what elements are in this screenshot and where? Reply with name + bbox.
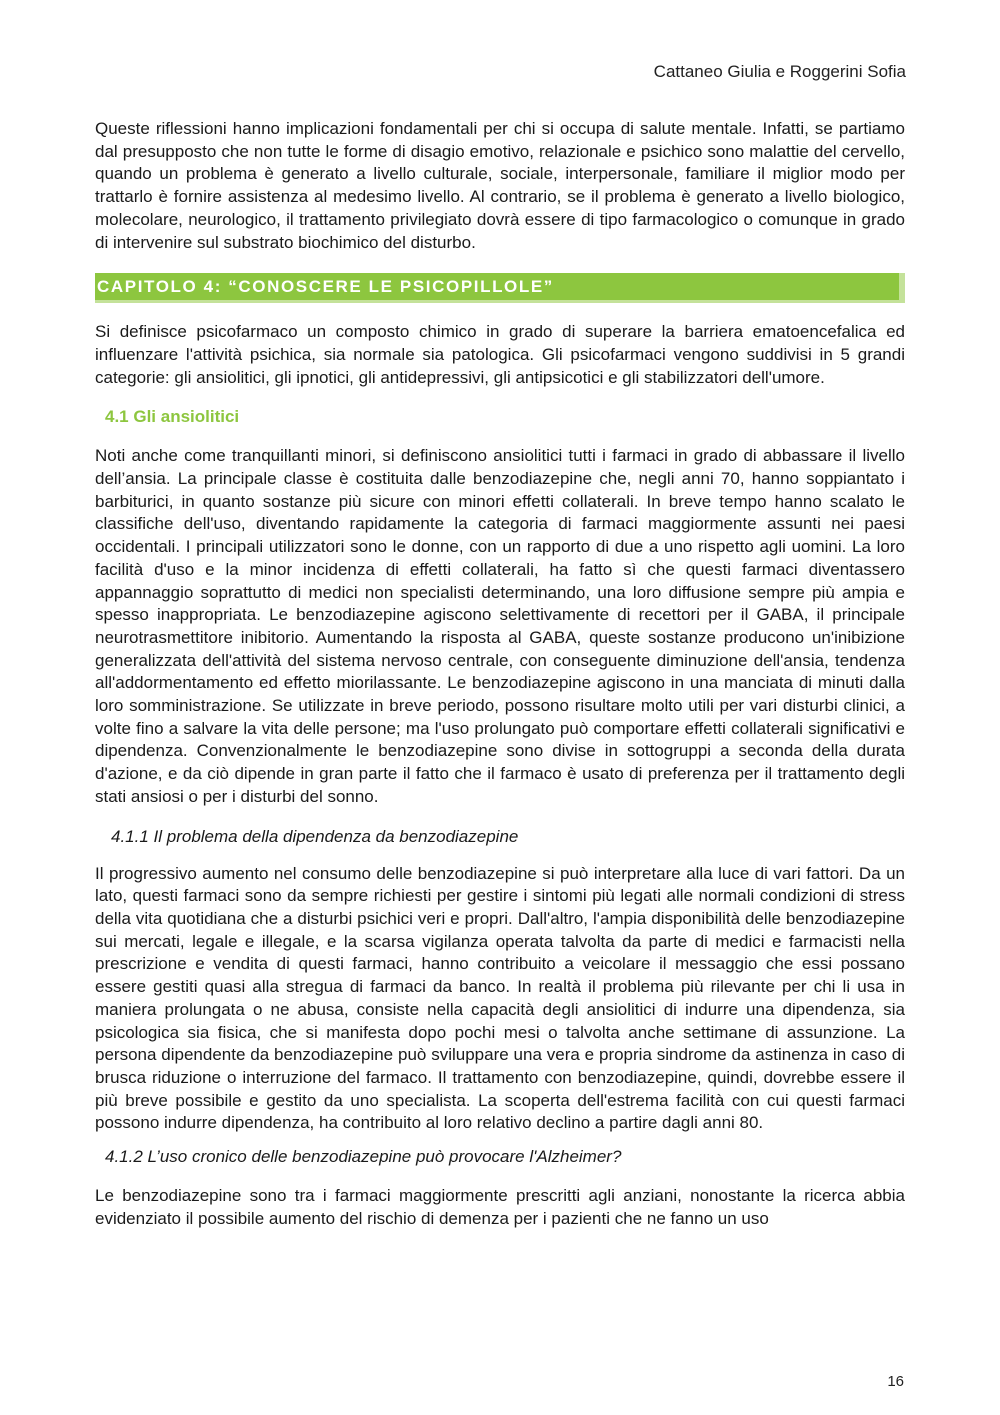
chapter-intro-paragraph: Si definisce psicofarmaco un composto chimico in grado di superare la barriera ematoencefalica ed influenzare l'attività psichica, sia normale sia patologica. Gli psicofarmaci vengono suddivisi in 5 grandi categorie: gli ansiolitici, gli ipnotici, gli antidepressivi, gli antipsicotici e gli stabilizzatori dell'umore.: [95, 322, 905, 387]
section-4-1-1-paragraph: Il progressivo aumento nel consumo delle benzodiazepine si può interpretare alla luce di vari fattori. Da un lato, questi farmaci sono da sempre richiesti per gestire i sintomi più legati alle normali condizioni di stress della vita quotidiana che a disturbi psichici veri e propri. Dall'altro, l'ampia disponibilità delle benzodiazepine sui mercati, legale e illegale, e la scarsa vigilanza operata talvolta da parte di medici e farmacisti nella prescrizione e vendita di questi farmaci, hanno contribuito a veicolare il messaggio che essi possano essere gestiti quasi alla stregua di farmaci da banco. In realtà il problema più rilevante per chi li usa in maniera prolungata o ne abusa, consiste nella capacità degli ansiolitici di indurre una dipendenza, sia psicologica sia fisica, che si manifesta dopo pochi mesi o talvolta anche settimane di assunzione. La persona dipendente da benzodiazepine può sviluppare una vera e propria sindrome da astinenza in caso di brusca riduzione o interruzione del farmaco. Il trattamento con benzodiazepine, quindi, dovrebbe essere il più breve possibile e gestito da uno specialista. La scoperta dell'estrema facilità con cui questi farmaci possono indurre dipendenza, ha contribuito al loro relativo declino a partire dagli anni 80.: [95, 863, 905, 1133]
section-title-4-1: 4.1 Gli ansiolitici: [105, 407, 240, 427]
section-4-1-paragraph: Noti anche come tranquillanti minori, si definiscono ansiolitici tutti i farmaci in grado di abbassare il livello dell’ansia. La principale classe è costituita dalle benzodiazepine che, negli anni 70, hanno soppiantato i barbiturici, in quanto sostanze più sicure con minori effetti collaterali. In breve tempo hanno scalato le classifiche dell'uso, diventando rapidamente la categoria di farmaci maggiormente assunti nei paesi occidentali. I principali utilizzatori sono le donne, con un rapporto di due a uno rispetto agli uomini. La loro facilità d'uso e la minor incidenza di effetti collaterali, ha fatto sì che questi farmaci diventassero appannaggio soprattutto di medici non specialisti determinando, una loro diffusione sempre più ampia e spesso inappropriata. Le benzodiazepine agiscono selettivamente di recettori per il GABA, il principale neurotrasmettitore inibitorio. Aumentando la risposta al GABA, queste sostanze producono un'inibizione generalizzata dell'attività del sistema nervoso centrale, con conseguente diminuzione dell'ansia, tendenza all'addormentamento ed effetto miorilassante. Le benzodiazepine agiscono in una manciata di minuti dalla loro somministrazione. Se utilizzate in breve periodo, possono risultare molto utili per vari disturbi clinici, a volte fino a salvare la vita delle persone; ma l'uso prolungato può comportare effetti collaterali significativi e dipendenza. Convenzionalmente le benzodiazepine sono divise in sottogruppi a seconda della durata d'azione, e da ciò dipende in gran parte il fatto che il farmaco è usato di preferenza per il trattamento degli stati ansiosi o per i disturbi del sonno.: [95, 446, 905, 806]
section-4-1-2-paragraph: Le benzodiazepine sono tra i farmaci maggiormente prescritti agli anziani, nonostante la ricerca abbia evidenziato il possibile aumento del rischio di demenza per i pazienti che ne fanno un uso: [95, 1186, 905, 1228]
subsection-title-4-1-2: 4.1.2 L’uso cronico delle benzodiazepine può provocare l'Alzheimer?: [105, 1147, 622, 1167]
chapter-title: CAPITOLO 4: “CONOSCERE LE PSICOPILLOLE”: [97, 276, 554, 296]
header-authors: Cattaneo Giulia e Roggerini Sofia: [653, 62, 906, 81]
page-number: 16: [887, 1373, 904, 1390]
subsection-title-4-1-1: 4.1.1 Il problema della dipendenza da benzodiazepine: [111, 826, 519, 846]
intro-paragraph: Queste riflessioni hanno implicazioni fondamentali per chi si occupa di salute mentale. Infatti, se partiamo dal presupposto che non tutte le forme di disagio emotivo, relazionale e psichico sono malattie del cervello, quando un problema è generato a livello culturale, sociale, interpersonale, familiare il miglior modo per trattarlo è fornire assistenza al medesimo livello. Al contrario, se il problema è generato a livello biologico, molecolare, neurologico, il trattamento privilegiato dovrà essere di tipo farmacologico o comunque in grado di intervenire sul substrato biochimico del disturbo.: [95, 119, 905, 252]
page-content: [95, 118, 905, 1230]
chapter-heading-bar: [95, 273, 905, 303]
